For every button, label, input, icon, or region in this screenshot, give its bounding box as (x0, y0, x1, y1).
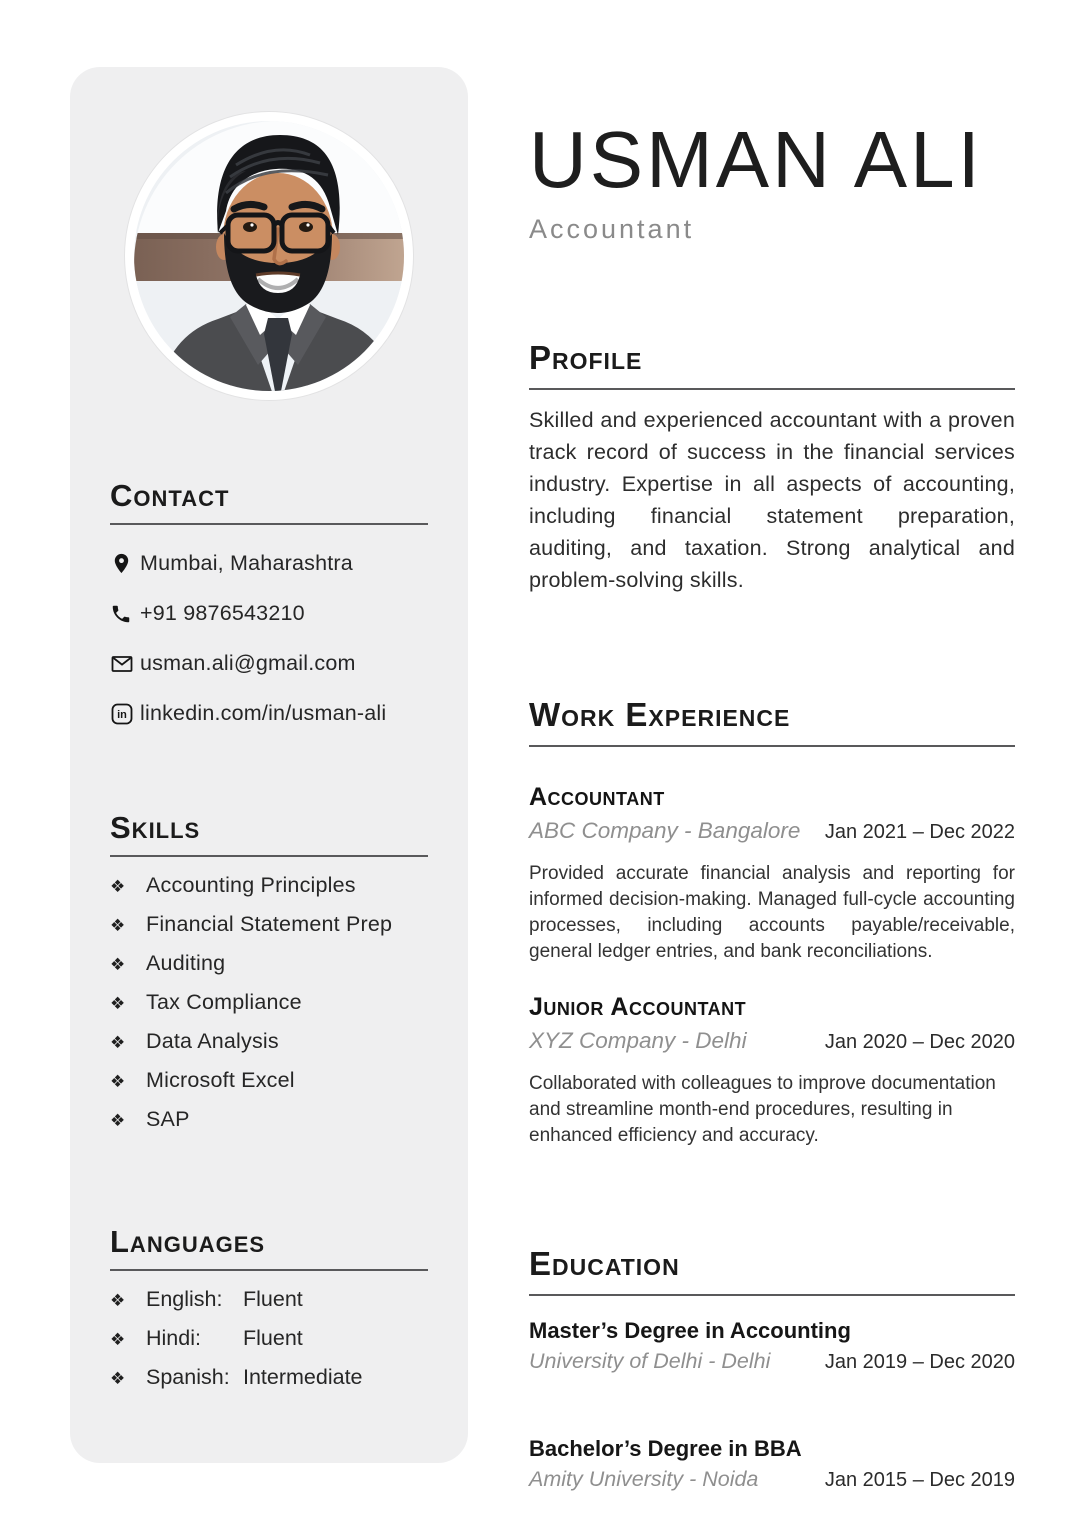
main-column (529, 0, 1015, 1492)
work-experience-section (529, 696, 1015, 1149)
job-entry (529, 993, 1015, 1149)
skill-item: ❖ Data Analysis (110, 1029, 279, 1053)
contact-item-email[interactable] (110, 651, 428, 676)
contact-phone-text: +91 9876543210 (140, 601, 305, 625)
diamond-bullet-icon: ❖ (110, 877, 126, 896)
contact-email-text: usman.ali@gmail.com (140, 651, 356, 675)
contact-location-text: Mumbai, Maharashtra (140, 551, 353, 575)
contact-item-linkedin[interactable] (110, 701, 428, 726)
skill-item: ❖ Financial Statement Prep (110, 912, 393, 936)
degree-entry (529, 1318, 1015, 1374)
skills-heading: Skills (110, 810, 428, 857)
contact-section (110, 478, 428, 726)
language-item: ❖ English: Fluent (110, 1287, 303, 1311)
skill-item: ❖ Tax Compliance (110, 990, 302, 1014)
job-title: Junior Accountant (529, 993, 747, 1021)
diamond-bullet-icon: ❖ (110, 994, 126, 1013)
location-pin-icon (110, 552, 140, 575)
contact-linkedin-text: linkedin.com/in/usman-ali (140, 701, 387, 725)
portrait-illustration (134, 121, 413, 400)
diamond-bullet-icon: ❖ (110, 955, 126, 974)
candidate-job-title: Accountant (529, 214, 695, 244)
language-item: ❖ Hindi: Fluent (110, 1326, 303, 1350)
work-experience-heading: Work Experience (529, 696, 1015, 747)
skill-item: ❖ Microsoft Excel (110, 1068, 295, 1092)
diamond-bullet-icon: ❖ (110, 1072, 126, 1091)
job-dates: Jan 2020 – Dec 2020 (824, 1031, 1015, 1053)
skills-list (110, 873, 428, 1132)
job-dates: Jan 2021 – Dec 2022 (824, 821, 1015, 843)
degree-title: Master’s Degree in Accounting (529, 1318, 851, 1343)
degree-meta (529, 1467, 1015, 1492)
diamond-bullet-icon: ❖ (110, 1330, 126, 1349)
contact-item-phone (110, 601, 428, 626)
job-title: Accountant (529, 783, 665, 811)
job-description: Collaborated with colleagues to improve documentation and streamline month-end procedures, resulting in enhanced efficiency and accuracy. (529, 1073, 996, 1146)
phone-icon (110, 603, 140, 625)
job-company: XYZ Company - Delhi (529, 1028, 747, 1053)
job-meta (529, 818, 1015, 844)
job-description: Provided accurate financial analysis and reporting for informed decision-making. Managed full-cycle accounting processes, including accounts payable/receivable, general ledger entries, and bank reconciliations. (529, 863, 1015, 962)
degree-dates: Jan 2019 – Dec 2020 (824, 1351, 1015, 1373)
diamond-bullet-icon: ❖ (110, 1291, 126, 1310)
profile-text: Skilled and experienced accountant with a proven track record of success in the financial services industry. Expertise in all aspects of accounting, including financial statement preparation, auditing, and taxation. Strong analytical and problem-solving skills. (529, 408, 1015, 592)
languages-heading: Languages (110, 1224, 428, 1271)
degree-title: Bachelor’s Degree in BBA (529, 1436, 802, 1461)
email-icon (110, 652, 140, 676)
diamond-bullet-icon: ❖ (110, 916, 126, 935)
sidebar (70, 67, 468, 1463)
diamond-bullet-icon: ❖ (110, 1111, 126, 1130)
job-entry (529, 783, 1015, 965)
profile-photo (125, 112, 413, 400)
skills-section (110, 810, 428, 1132)
svg-text:in: in (117, 708, 127, 721)
job-company: ABC Company - Bangalore (529, 818, 801, 843)
profile-section (529, 339, 1015, 596)
candidate-name: USMAN ALI (529, 115, 983, 204)
profile-heading: Profile (529, 339, 1015, 390)
skill-item: ❖ Auditing (110, 951, 226, 975)
degree-entry (529, 1436, 1015, 1492)
education-section (529, 1245, 1015, 1492)
degree-meta (529, 1349, 1015, 1374)
degree-school: University of Delhi - Delhi (529, 1349, 771, 1373)
diamond-bullet-icon: ❖ (110, 1369, 126, 1388)
languages-section (110, 1224, 428, 1390)
skill-item: ❖ Accounting Principles (110, 873, 356, 897)
job-meta (529, 1028, 1015, 1054)
language-item: ❖ Spanish: Intermediate (110, 1365, 363, 1389)
contact-heading: Contact (110, 478, 428, 525)
degree-school: Amity University - Noida (529, 1467, 759, 1491)
education-heading: Education (529, 1245, 1015, 1296)
diamond-bullet-icon: ❖ (110, 1033, 126, 1052)
skill-item: ❖ SAP (110, 1107, 190, 1131)
contact-list (110, 551, 428, 726)
linkedin-icon (110, 702, 140, 726)
languages-list (110, 1287, 428, 1390)
degree-dates: Jan 2015 – Dec 2019 (824, 1469, 1015, 1491)
contact-item-location (110, 551, 428, 576)
